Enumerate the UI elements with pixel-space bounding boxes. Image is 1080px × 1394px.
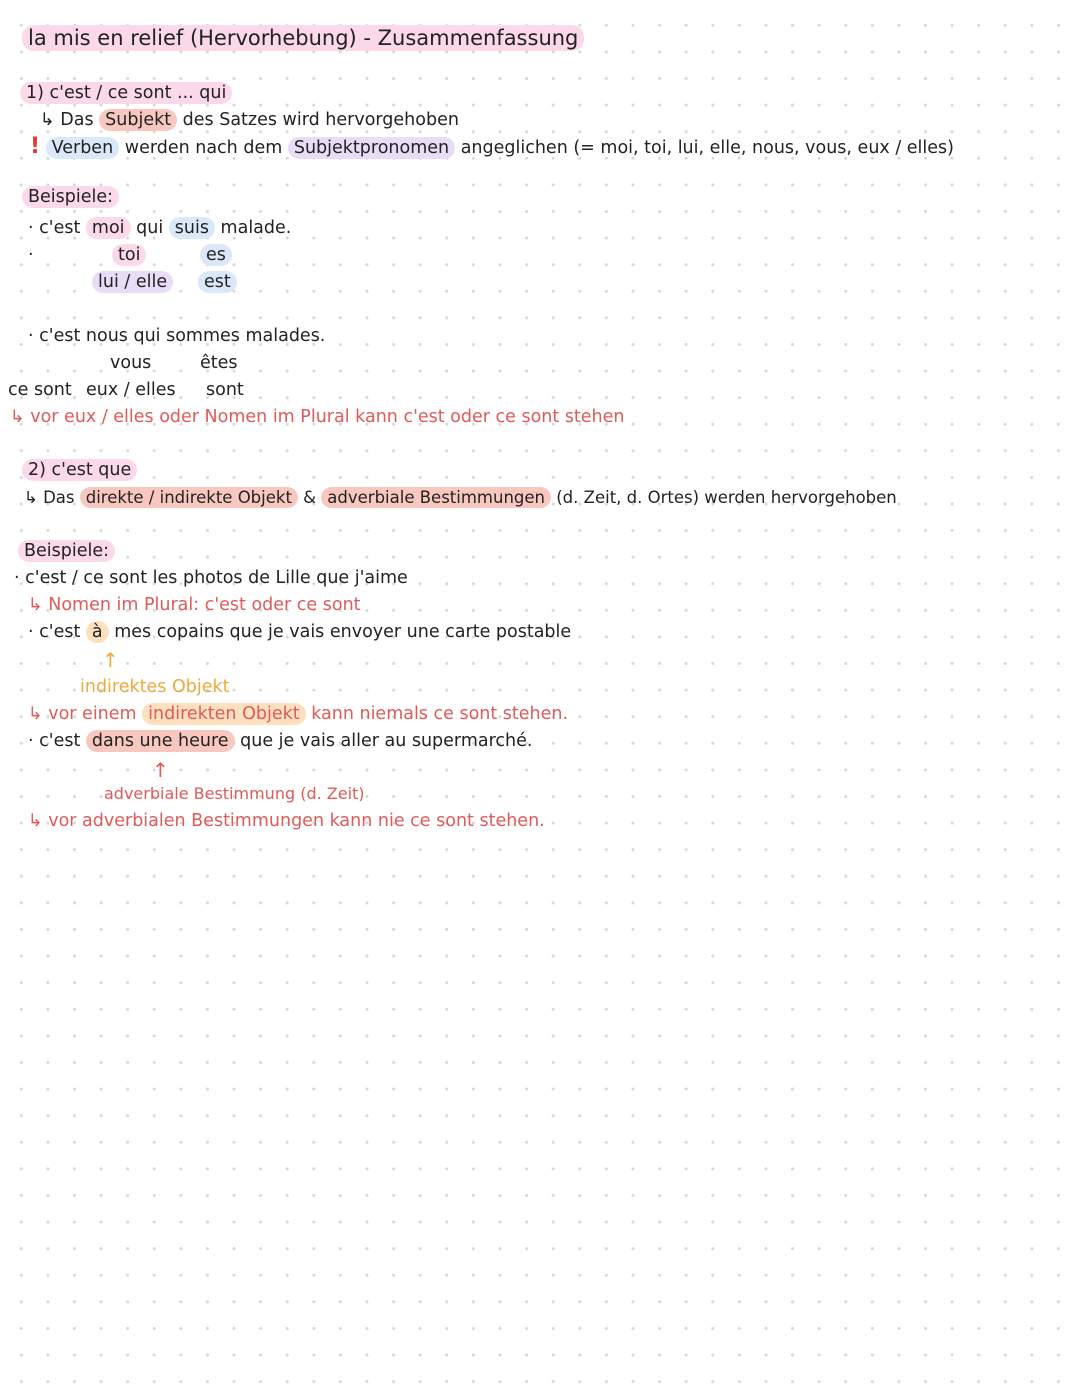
return-arrow-icon: ↳ [40,110,55,130]
note-text: & [303,488,317,507]
bullet: · [14,568,20,588]
example-1-line [28,215,291,241]
example-text: c'est nous qui sommes malades. [39,326,326,346]
exclamation-icon: ! [30,134,41,159]
up-arrow-icon: ↑ [152,758,169,782]
return-arrow-icon: ↳ [24,488,38,507]
example-text: c'est [39,622,81,642]
pronoun-vous: vous [110,353,152,373]
bullet: · [28,731,34,751]
example-heure-line [28,728,532,754]
example-text: que je vais aller au supermarché. [240,731,533,751]
highlight-dans-une-heure: dans une heure [86,730,235,752]
example-text: c'est [39,218,81,238]
highlight-adverbiale-bestimmungen: adverbiale Bestimmungen [321,487,551,508]
title-text: la mis en relief (Hervorhebung) - Zusammenfassung [22,25,584,51]
verb-es-text: es [200,244,232,266]
note-text: Das [60,110,94,130]
adverbiale-bestimmung-label: adverbiale Bestimmung (d. Zeit) [104,784,365,803]
pronoun-moi: moi [86,217,131,239]
example-copains-line [28,619,571,645]
note-text: Das [43,488,75,507]
bullet: · [28,218,34,238]
example-text: c'est / ce sont les photos de Lille que j'aime [25,568,408,588]
up-arrow-icon: ↑ [102,648,119,672]
pronoun-lui-elle [92,269,173,295]
section-1-rule-note: ↳ vor eux / elles oder Nomen im Plural kann c'est oder ce sont stehen [10,407,625,427]
page-title [22,22,584,54]
note-text: des Satzes wird hervorgehoben [182,110,459,130]
warning-text: angeglichen (= moi, toi, lui, elle, nous, vous, eux / elles) [460,138,954,158]
example-photos-line [14,565,408,591]
verb-est-text: est [198,271,237,293]
example-text: c'est [39,731,81,751]
pronoun-toi [112,242,146,268]
verb-suis: suis [169,217,215,239]
indirektes-objekt-label: indirektes Objekt [80,677,230,697]
bullet: · [28,326,34,346]
warning-text: werden nach dem [124,138,283,158]
highlight-subjektpronomen: Subjektpronomen [288,137,455,159]
note-text: kann niemals ce sont stehen. [311,704,569,724]
example-2-line [28,323,325,349]
example-text: qui [136,218,164,238]
pronoun-lui-elle-text: lui / elle [92,271,173,293]
bullet: · [28,622,34,642]
section-1-examples-label [22,184,119,210]
section-2-heading-text: 2) c'est que [22,459,137,481]
verb-est [198,269,237,295]
section-2-heading [22,457,137,483]
note-text: (d. Zeit, d. Ortes) werden hervorgehoben [556,488,897,507]
highlight-subjekt: Subjekt [99,109,177,131]
adverbiale-bestimmungen-note: ↳ vor adverbialen Bestimmungen kann nie ce sont stehen. [28,811,545,831]
indirektes-objekt-note [28,701,568,727]
highlight-objekt: direkte / indirekte Objekt [80,487,298,508]
highlight-indirekten-objekt: indirekten Objekt [142,703,305,725]
pronoun-eux-elles: eux / elles [86,380,176,400]
examples-label-text: Beispiele: [18,540,115,562]
section-1-heading-text: 1) c'est / ce sont ... qui [20,82,232,104]
ce-sont: ce sont [8,380,72,400]
verb-sont: sont [206,380,244,400]
section-1-note [40,107,459,133]
example-text: mes copains que je vais envoyer une carte postable [114,622,572,642]
note-text: ↳ vor einem [28,704,137,724]
verb-etes: êtes [200,353,238,373]
section-2-note [24,485,897,511]
section-1-heading [20,80,232,106]
verb-es [200,242,232,268]
pronoun-toi-text: toi [112,244,146,266]
example-photos-note: ↳ Nomen im Plural: c'est oder ce sont [28,595,361,615]
highlight-a: à [86,621,109,643]
example-text: malade. [220,218,292,238]
warning-line [30,134,954,161]
highlight-verben: Verben [46,137,120,159]
examples-label-text: Beispiele: [22,186,119,208]
bullet: · [28,245,34,265]
section-2-examples-label [18,538,115,564]
